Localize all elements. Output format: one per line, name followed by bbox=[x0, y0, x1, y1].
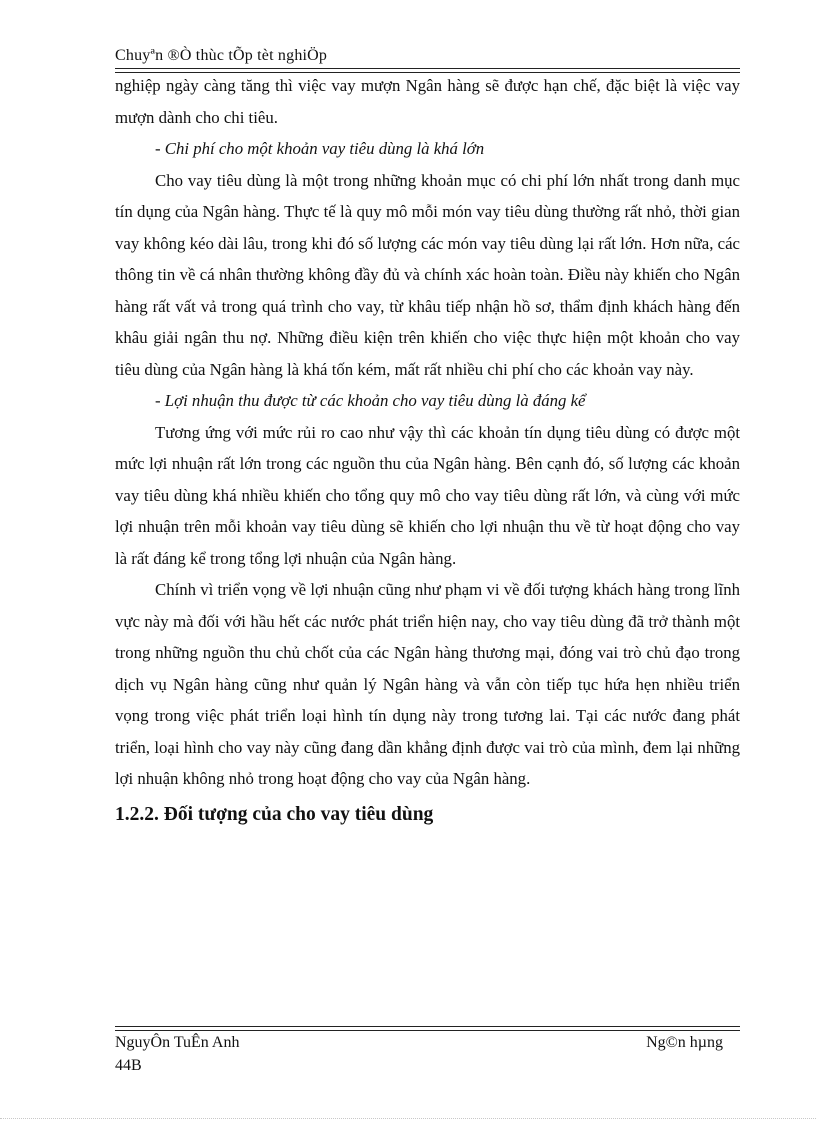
subheading-profit: - Lợi nhuận thu được từ các khoản cho vay tiêu dùng là đáng kể bbox=[155, 391, 586, 410]
paragraph-continued: nghiệp ngày càng tăng thì việc vay mượn Ngân hàng sẽ được hạn chế, đặc biệt là việc vay mượn dành cho chi tiêu. bbox=[115, 76, 740, 127]
subheading-cost: - Chi phí cho một khoản vay tiêu dùng là khá lớn bbox=[155, 139, 485, 158]
paragraph-profit: Tương ứng với mức rủi ro cao như vậy thì các khoản tín dụng tiêu dùng có được một mức lợi nhuận rất lớn trong các nguồn thu của Ngân hàng. Bên cạnh đó, số lượng các khoản vay tiêu dùng khá nhiều khiến cho tổng quy mô cho vay tiêu dùng rất lớn, và cùng với mức lợi nhuận trên mỗi khoản vay tiêu dùng sẽ khiến cho lợi nhuận thu về từ hoạt động cho vay là rất đáng kể trong tổng lợi nhuận của Ngân hàng. bbox=[115, 422, 740, 568]
footer-class: 44B bbox=[115, 1057, 142, 1074]
footer-author: NguyÔn TuÊn Anh bbox=[115, 1034, 240, 1051]
page-header-title: Chuyªn ®Ò thùc tÕp tèt nghiÖp bbox=[115, 47, 328, 64]
section-heading: 1.2.2. Đối tượng của cho vay tiêu dùng bbox=[115, 803, 434, 825]
footer-department: Ng©n hµng bbox=[646, 1034, 723, 1051]
footer-divider bbox=[115, 1026, 740, 1031]
paragraph-prospects: Chính vì triển vọng về lợi nhuận cũng như phạm vi về đối tượng khách hàng trong lĩnh vực này mà đối với hầu hết các nước phát triển hiện nay, cho vay tiêu dùng đã trở thành một trong những nguồn thu chủ chốt của các Ngân hàng thương mại, đóng vai trò chủ đạo trong dịch vụ Ngân hàng cũng như quản lý Ngân hàng và vẫn còn tiếp tục hứa hẹn nhiều triển vọng trong việc phát triển loại hình tín dụng này trong tương lai. Tại các nước đang phát triển, loại hình cho vay này cũng đang dần khẳng định được vai trò của mình, đem lại những lợi nhuận không nhỏ trong hoạt động cho vay của Ngân hàng. bbox=[115, 580, 740, 788]
page-bottom-edge bbox=[0, 1118, 816, 1119]
document-body bbox=[115, 70, 740, 833]
paragraph-cost: Cho vay tiêu dùng là một trong những khoản mục có chi phí lớn nhất trong danh mục tín dụng của Ngân hàng. Thực tế là quy mô mỗi món vay tiêu dùng thường rất nhỏ, thời gian vay không kéo dài lâu, trong khi đó số lượng các món vay tiêu dùng lại rất lớn. Hơn nữa, các thông tin về cá nhân thường không đầy đủ và chính xác hoàn toàn. Điều này khiến cho Ngân hàng rất vất vả trong quá trình cho vay, từ khâu tiếp nhận hồ sơ, thẩm định khách hàng đến khâu giải ngân thu nợ. Những điều kiện trên khiến cho việc thực hiện một khoản cho vay tiêu dùng của Ngân hàng là khá tốn kém, mất rất nhiều chi phí cho các khoản vay này. bbox=[115, 170, 740, 379]
